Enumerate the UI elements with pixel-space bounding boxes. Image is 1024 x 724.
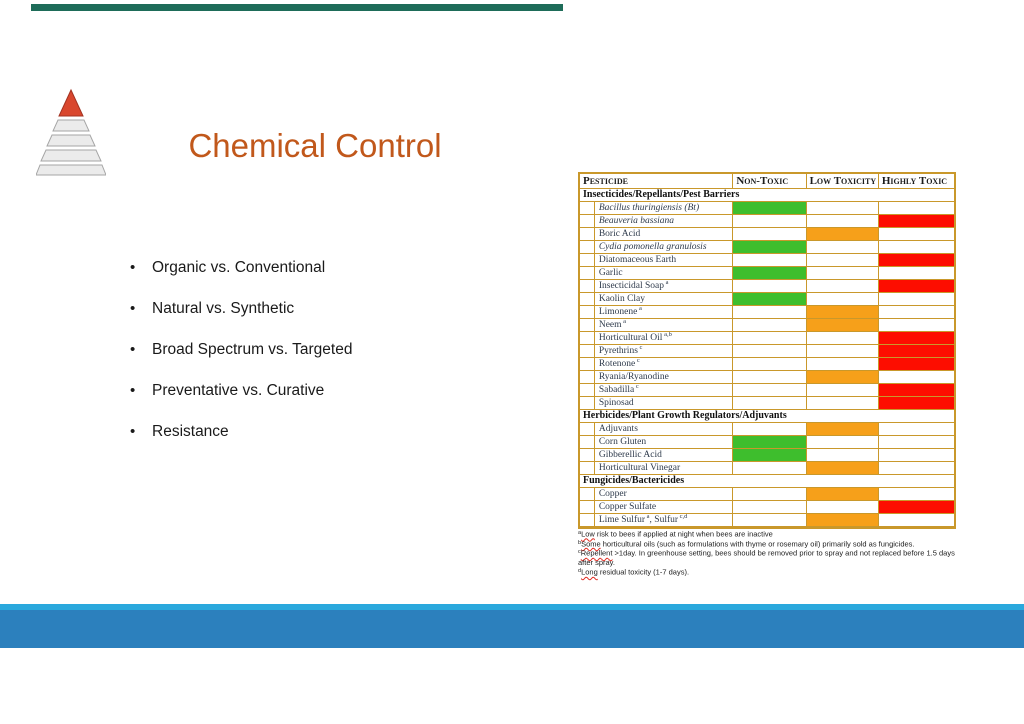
high-toxic-cell [878, 345, 954, 358]
pesticide-label: Pyrethrins $^c$ [594, 345, 733, 358]
non-toxic-cell [732, 397, 805, 410]
low-toxic-cell [806, 384, 878, 397]
table-row [580, 462, 954, 475]
table-section-row [580, 410, 954, 423]
low-toxic-cell [806, 423, 878, 436]
high-toxic-cell [878, 306, 954, 319]
footnote-line: $^c$Repellent >1day. In greenhouse setting, bees should be removed prior to spray and not replaced before 1.5 days after spray. [578, 548, 955, 568]
indent-cell [580, 254, 594, 267]
table-row [580, 384, 954, 397]
table-row [580, 241, 954, 254]
bullet-label: Resistance [152, 423, 229, 440]
bullet-list [130, 260, 460, 465]
low-toxic-cell [806, 514, 878, 527]
non-toxic-cell [732, 462, 805, 475]
indent-cell [580, 202, 594, 215]
high-toxic-cell [878, 501, 954, 514]
high-toxic-cell [878, 423, 954, 436]
table-row [580, 488, 954, 501]
non-toxic-cell [732, 241, 805, 254]
pesticide-label: Diatomaceous Earth [594, 254, 733, 267]
pesticide-label: Spinosad [594, 397, 733, 410]
non-toxic-cell [732, 423, 805, 436]
column-header: Pesticide [580, 174, 732, 189]
high-toxic-cell [878, 436, 954, 449]
non-toxic-cell [732, 501, 805, 514]
high-toxic-cell [878, 241, 954, 254]
indent-cell [580, 228, 594, 241]
low-toxic-cell [806, 293, 878, 306]
table-row [580, 358, 954, 371]
table-header-row [580, 174, 954, 189]
table-row [580, 228, 954, 241]
table-row [580, 423, 954, 436]
high-toxic-cell [878, 358, 954, 371]
pesticide-label: Sabadilla $^c$ [594, 384, 733, 397]
bullet-label: Broad Spectrum vs. Targeted [152, 341, 353, 358]
footnote-lead-word: Long [581, 567, 598, 577]
table-row [580, 514, 954, 527]
high-toxic-cell [878, 384, 954, 397]
indent-cell [580, 267, 594, 280]
low-toxic-cell [806, 345, 878, 358]
low-toxic-cell [806, 449, 878, 462]
pesticide-label: Bacillus thuringiensis (Bt) [594, 202, 733, 215]
non-toxic-cell [732, 345, 805, 358]
table-section-row [580, 475, 954, 488]
indent-cell [580, 501, 594, 514]
high-toxic-cell [878, 267, 954, 280]
indent-cell [580, 436, 594, 449]
low-toxic-cell [806, 436, 878, 449]
non-toxic-cell [732, 254, 805, 267]
high-toxic-cell [878, 488, 954, 501]
low-toxic-cell [806, 254, 878, 267]
non-toxic-cell [732, 514, 805, 527]
indent-cell [580, 332, 594, 345]
indent-cell [580, 345, 594, 358]
indent-cell [580, 462, 594, 475]
non-toxic-cell [732, 306, 805, 319]
table-row [580, 332, 954, 345]
non-toxic-cell [732, 202, 805, 215]
low-toxic-cell [806, 488, 878, 501]
indent-cell [580, 488, 594, 501]
low-toxic-cell [806, 280, 878, 293]
pesticide-label: Limonene $^a$ [594, 306, 733, 319]
non-toxic-cell [732, 358, 805, 371]
footnote-line: $^a$Low risk to bees if applied at night when bees are inactive [578, 529, 773, 539]
bullet-label: Natural vs. Synthetic [152, 300, 295, 317]
indent-cell [580, 423, 594, 436]
bullet-item [130, 383, 460, 399]
low-toxic-cell [806, 358, 878, 371]
table-row [580, 397, 954, 410]
non-toxic-cell [732, 280, 805, 293]
footnote-lead-word: Low [581, 529, 595, 539]
bullet-item [130, 260, 460, 276]
non-toxic-cell [732, 215, 805, 228]
bullet-label: Preventative vs. Curative [152, 382, 325, 399]
indent-cell [580, 384, 594, 397]
footnote-lead-word: Repellent [580, 548, 613, 558]
pesticide-label: Insecticidal Soap $^a$ [594, 280, 733, 293]
non-toxic-cell [732, 488, 805, 501]
high-toxic-cell [878, 449, 954, 462]
indent-cell [580, 371, 594, 384]
low-toxic-cell [806, 397, 878, 410]
indent-cell [580, 449, 594, 462]
high-toxic-cell [878, 254, 954, 267]
layered-pyramid-icon [36, 88, 106, 176]
bullet-item [130, 342, 460, 358]
pesticide-label: Gibberellic Acid [594, 449, 733, 462]
low-toxic-cell [806, 332, 878, 345]
indent-cell [580, 215, 594, 228]
bottom-accent-band [0, 610, 1024, 648]
bullet-dot-icon: • [130, 259, 136, 276]
bullet-label: Organic vs. Conventional [152, 259, 326, 276]
pesticide-label: Rotenone $^c$ [594, 358, 733, 371]
table-row [580, 293, 954, 306]
bullet-dot-icon: • [130, 423, 136, 440]
table-row [580, 254, 954, 267]
low-toxic-cell [806, 371, 878, 384]
table-row [580, 319, 954, 332]
footnote-line: $^b$Some horticultural oils (such as formulations with thyme or rosemary oil) primarily sold as fungicides. [578, 539, 915, 549]
table-row [580, 267, 954, 280]
non-toxic-cell [732, 384, 805, 397]
top-accent-bar [31, 4, 563, 11]
high-toxic-cell [878, 202, 954, 215]
pesticide-label: Copper [594, 488, 733, 501]
pesticide-label: Lime Sulfur $^a$, Sulfur $^{c,d}$ [594, 514, 733, 527]
non-toxic-cell [732, 371, 805, 384]
section-label: Fungicides/Bactericides [580, 475, 954, 488]
footnote-lead-word: Some [581, 539, 601, 549]
pesticide-label: Ryania/Ryanodine [594, 371, 733, 384]
non-toxic-cell [732, 293, 805, 306]
table-row [580, 345, 954, 358]
pesticide-label: Horticultural Vinegar [594, 462, 733, 475]
pesticide-label: Beauveria bassiana [594, 215, 733, 228]
high-toxic-cell [878, 462, 954, 475]
indent-cell [580, 293, 594, 306]
pesticide-label: Adjuvants [594, 423, 733, 436]
footnote-line: $^d$Long residual toxicity (1-7 days). [578, 567, 690, 577]
section-label: Insecticides/Repellants/Pest Barriers [580, 189, 954, 202]
section-label: Herbicides/Plant Growth Regulators/Adjuvants [580, 410, 954, 423]
indent-cell [580, 241, 594, 254]
pesticide-label: Boric Acid [594, 228, 733, 241]
column-header: Highly Toxic [878, 174, 954, 189]
table-row [580, 371, 954, 384]
table-row [580, 449, 954, 462]
table-row [580, 280, 954, 293]
table-row [580, 501, 954, 514]
pesticide-label: Horticultural Oil $^{a,b}$ [594, 332, 733, 345]
non-toxic-cell [732, 319, 805, 332]
pesticide-label: Cydia pomonella granulosis [594, 241, 733, 254]
low-toxic-cell [806, 319, 878, 332]
bullet-item [130, 301, 460, 317]
table-row [580, 306, 954, 319]
low-toxic-cell [806, 228, 878, 241]
indent-cell [580, 514, 594, 527]
low-toxic-cell [806, 306, 878, 319]
pesticide-label: Kaolin Clay [594, 293, 733, 306]
bullet-item [130, 424, 460, 440]
bullet-dot-icon: • [130, 300, 136, 317]
high-toxic-cell [878, 280, 954, 293]
low-toxic-cell [806, 202, 878, 215]
indent-cell [580, 280, 594, 293]
high-toxic-cell [878, 319, 954, 332]
table-row [580, 215, 954, 228]
pesticide-label: Garlic [594, 267, 733, 280]
column-header: Low Toxicity [806, 174, 878, 189]
high-toxic-cell [878, 514, 954, 527]
low-toxic-cell [806, 215, 878, 228]
low-toxic-cell [806, 501, 878, 514]
high-toxic-cell [878, 293, 954, 306]
high-toxic-cell [878, 228, 954, 241]
pesticide-label: Copper Sulfate [594, 501, 733, 514]
table-row [580, 202, 954, 215]
non-toxic-cell [732, 267, 805, 280]
indent-cell [580, 358, 594, 371]
indent-cell [580, 306, 594, 319]
non-toxic-cell [732, 228, 805, 241]
non-toxic-cell [732, 436, 805, 449]
table-footnotes [578, 529, 968, 577]
low-toxic-cell [806, 267, 878, 280]
toxicity-table [578, 172, 956, 529]
high-toxic-cell [878, 215, 954, 228]
low-toxic-cell [806, 241, 878, 254]
indent-cell [580, 397, 594, 410]
page-title: Chemical Control [188, 127, 442, 164]
bullet-dot-icon: • [130, 382, 136, 399]
pesticide-label: Neem $^a$ [594, 319, 733, 332]
low-toxic-cell [806, 462, 878, 475]
table-row [580, 436, 954, 449]
high-toxic-cell [878, 332, 954, 345]
high-toxic-cell [878, 397, 954, 410]
non-toxic-cell [732, 332, 805, 345]
non-toxic-cell [732, 449, 805, 462]
column-header: Non-Toxic [732, 174, 805, 189]
pesticide-label: Corn Gluten [594, 436, 733, 449]
indent-cell [580, 319, 594, 332]
high-toxic-cell [878, 371, 954, 384]
table-section-row [580, 189, 954, 202]
bullet-dot-icon: • [130, 341, 136, 358]
